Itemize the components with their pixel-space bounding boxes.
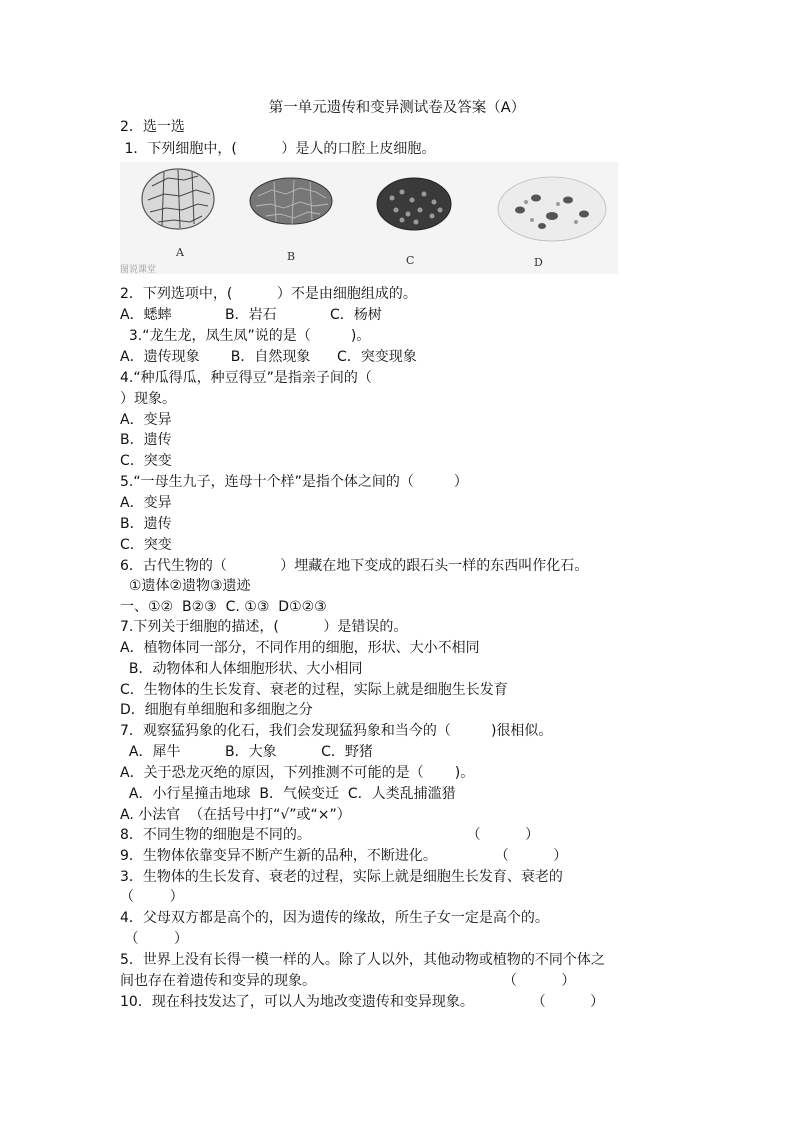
cell-label-b: B xyxy=(287,250,296,263)
line: A．遗传现象 B．自然现象 C．突变现象 xyxy=(120,349,417,365)
cell-image-c xyxy=(374,176,454,232)
line: 4.“种瓜得瓜，种豆得豆”是指亲子间的（ xyxy=(120,370,372,386)
line: 9．生物体依靠变异不断产生新的品种，不断进化。 （ ） xyxy=(120,848,568,864)
line: 10．现在科技发达了，可以人为地改变遗传和变异现象。 （ ） xyxy=(120,994,605,1010)
line: 7.下列关于细胞的描述，( ）是错误的。 xyxy=(120,619,408,635)
line: A．小行星撞击地球 B．气候变迁 C．人类乱捕滥猎 xyxy=(120,786,456,802)
line: 4．父母双方都是高个的，因为遗传的缘故，所生子女一定是高个的。 xyxy=(120,910,549,926)
cell-figure xyxy=(120,162,618,274)
line: B．动物体和人体细胞形状、大小相同 xyxy=(120,661,363,677)
line: 5．世界上没有长得一模一样的人。除了人以外，其他动物或植物的不同个体之 xyxy=(120,952,605,968)
line: ①遗体②遗物③遗迹 xyxy=(120,578,251,594)
line: A. 小法官 （在括号中打“√”或“×”） xyxy=(120,807,351,823)
line: 2．选一选 xyxy=(120,119,185,135)
line: C．突变 xyxy=(120,537,172,553)
line: （ ） xyxy=(120,889,184,905)
line: 3．生物体的生长发育、衰老的过程，实际上就是细胞生长发育、衰老的 xyxy=(120,869,563,885)
line: A．关于恐龙灭绝的原因，下列推测不可能的是（ )。 xyxy=(120,765,475,781)
cell-image-d xyxy=(496,174,608,244)
line: C．生物体的生长发育、衰老的过程，实际上就是细胞生长发育 xyxy=(120,682,508,698)
line: 6．古代生物的（ ）埋藏在地下变成的跟石头一样的东西叫作化石。 xyxy=(120,558,589,574)
line: C．突变 xyxy=(120,453,172,469)
line: 8．不同生物的细胞是不同的。 （ ） xyxy=(120,827,540,843)
line: 5.“一母生九子，连母十个样”是指个体之间的（ ） xyxy=(120,474,468,490)
line: A．变异 xyxy=(120,495,172,511)
line: 3.“龙生龙，凤生凤”说的是（ )。 xyxy=(120,328,371,344)
line: A．变异 xyxy=(120,412,172,428)
line: 2．下列选项中，( ）不是由细胞组成的。 xyxy=(120,286,417,302)
cell-label-d: D xyxy=(534,256,543,269)
cell-image-a xyxy=(138,166,218,232)
line: 间也存在着遗传和变异的现象。 （ ） xyxy=(120,973,576,989)
line: （ ） xyxy=(120,931,189,947)
line: A．蟋蟀 B．岩石 C．杨树 xyxy=(120,307,382,323)
line: B．遗传 xyxy=(120,432,172,448)
line: 一、①② B②③ C. ①③ D①②③ xyxy=(120,599,327,615)
line: A．植物体同一部分，不同作用的细胞，形状、大小不相同 xyxy=(120,640,480,656)
line: D．细胞有单细胞和多细胞之分 xyxy=(120,702,313,718)
line: A．犀牛 B．大象 C．野猪 xyxy=(120,744,373,760)
page-title: 第一单元遗传和变异测试卷及答案（A） xyxy=(268,100,526,116)
line: ）现象。 xyxy=(120,391,176,407)
cell-label-a: A xyxy=(176,246,184,259)
line: 1．下列细胞中，( ）是人的口腔上皮细胞。 xyxy=(120,141,436,157)
cell-label-c: C xyxy=(406,254,415,267)
watermark: 图说课堂 xyxy=(120,265,157,275)
cell-image-b xyxy=(248,176,334,226)
line: B．遗传 xyxy=(120,516,172,532)
line: 7．观察猛犸象的化石，我们会发现猛犸象和当今的（ )很相似。 xyxy=(120,723,553,739)
